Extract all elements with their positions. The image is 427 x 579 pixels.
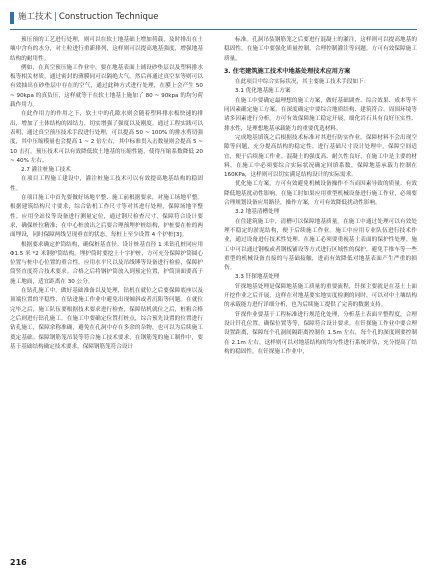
body-paragraph: 预压预的工艺进行处理，则可以在软土地基础上增加荷载，及时排出在土壤中含有的水分，对土粒进行重新排列，这样则可以提高地基强度，增强地基结构的耐用性。	[10, 37, 203, 62]
body-paragraph: 在此项目中综合实际状况，其主要施工技术手段如下：	[235, 79, 370, 86]
header-rule	[10, 29, 417, 30]
body-paragraph: 在此作用力的作用之下，软土中的孔隙水则会随着塑料排水板快速的排出，增加了土体结构的固结力，切实增强了强度以及刚度。通过工程实践可以表明，通过真空预压技术手段进行处理，可以提高 50 ~ 100% 的排水剪切强度，其中压缩模量也会提高 1 ~ 2 倍左右，其中标准贯入击数量则会提高 5 ~ 10 击打。预压技术可以有效降低软土地基的压缩性能，使得压缩系数降低 20 ~ 40% 左右。	[10, 111, 203, 164]
body-paragraph: 在项目施工中首先要做好场地平整、施工前根据要求，对施工场地平整。根据建筑结构尺寸要求，综合钻机工作尺寸等对其进行处理，保障场地平整性。应用全站仪等设备进行测量定位，通过钢尺检查尺寸，保障符合设计要求，确保桩位精准；在中心桩放出之后要合理预埋护桩结构，护桩要在桩的两面埋设，同时保障两线呈现垂直的状态，每桩上至少设置 4 个护桩[3]。	[10, 195, 203, 239]
body-paragraph: 标准。孔洞吊装钢筋笼之后要进行混凝土的灌注，这样则可以提高地基的稳固性。在施工中要强化质量控制，合理控制灌注等问题，方可有效保障施工质量。	[224, 37, 417, 62]
journal-section-title	[18, 11, 159, 23]
section-heading: 3.1 优化地基施工方案	[235, 88, 291, 95]
body-paragraph: 在钻孔施工中，做好基础准备以及处理，钻机在就位之后要保障底座以及顶端位置的平稳性，在钻进施工作业中避免出现倾斜或者沉陷等问题。在就位完毕之后，施工队伍要根据技术要求进行检查，保障钻机就位之后，桩粗合格之后则进行钻孔施工。在施工中要确定位置打桩点，综合预先设置的位置进行钻孔施工，保障余称准确，避免在孔洞中存在多余的杂物，也可以为后续施工奠定基础。保障钢筋笼吊装等符合施工技术要求，在钢筋笼的施工制作中，要基于基础结构确定技术要求，保障钢筋笼符合设计	[10, 288, 203, 350]
title-separator: |	[54, 12, 57, 22]
body-paragraph: 优化施工方案，方可有效避免机械设备操作不当而因素导致的质量。有效降低地基扰动性影响，在施工时如果应用重型机械设备进行施工作业，必须要合理规划设备应用路径，操作方案，方可有效降低扰动性影响。	[224, 181, 417, 207]
page-number: 216	[10, 558, 27, 567]
body-paragraph: 在施工中要确定最理想的施工方案，做好基础调查、综合效果、成本等不同因素确定施工方案。在深度确定中要综合地质结构、建筑符合、周围环境等诸多因素进行分析。方可有效保障施工稳定开展，细化岩石具有良好压实性、排水性，是理想地基承载能力的重要优选材料。	[224, 97, 417, 132]
section-heading: 3.3 钎探地基处理	[235, 274, 280, 281]
body-paragraph: 钎探作业要基于工程标准进行规范化处理，分析基土表面平整程度，合理设计钎孔位置，确保位置等等，保障符合设计要求。在钎探施工作业中要合理设置距离，保障每个孔洞间隔距离控制在 1.5m 左右，每个孔的深度则要控制在 2.1m 左右，这样则可以对地基结构的均匀性进行系统评估，充分提高了结构的稳固性。在钎探施工作业中，	[224, 311, 417, 355]
body-paragraph: 在项目工程施工建设中，灌注桩施工技术可以有效提高地基结构的稳固性。	[10, 176, 203, 192]
body-paragraph: 在住建筑施工中，清槽可以保障地基质量。在施工中通过处理可以有效处理不稳定的淤泥结构，便于后续施工作业。施工中应用专业队伍进行技术作业，通过设备进行技术性处理。在施工必须要重视基土表面的保护性处理。施工中可以通过钢板或者钢板铺设等方式进行区域性的保护，避免手推车等一些重型的机械设备直接的与基础接触，进而有效降低对地基表面产生严重的损伤。	[224, 218, 417, 272]
body-paragraph: 完成地基填筑之后根据技术标准对其进行防实作业，保障材料不会出现空隙等问题，充分提高结构的稳定性。进行基础尺寸设计处理中，保障空间适宜，便于后续施工作业。混凝土的强度高、耐久性良好，在施工中是主要的材料。在施工中必须要综合实际状况确定回填系数，保障地基承载力控制在 160KPa，这样则可以切实满足结构设计的实际需求。	[224, 134, 417, 179]
body-paragraph: 例如，在真空预压施工作业中，要在地基表面上铺设砂垫层以及塑料排水板等相关材质，通过密封的薄膜同可以隔绝大气。然后再通过真空泵等则可以有效抽出在砂垫层中存在的空气，通过此种方式进行处理，在膜上会产生 50 ~ 90kpa 的真负压，这样就等于在软土地基上施加了 80 ~ 90kpa 的均匀荷载作用力。	[10, 64, 203, 109]
page-header	[10, 10, 417, 32]
body-paragraph: 根据要求确定护筒结构，确保桩基直径。设计桩基直径 1 米钻孔桩同应用 Φ1.5 米 *2 米钢护筒结构。埋护筒时要挖上十字护桩，方可充分保障护筒圆心位置与桩中心位置的重合性。应用水平尺以及吊线锤等设备进行检验，保障护筒竖直度符合技术要求。合格之后将钢护筒放入到预定位置，护筒顶面要高于施工地面，适宜距离在 30 公分。	[10, 241, 203, 285]
header-accent-bar	[10, 12, 14, 24]
right-column	[224, 36, 417, 546]
section-heading: 3. 住宅建筑施工技术中地基处理技术应用方案	[224, 67, 351, 75]
left-column	[10, 36, 203, 546]
page-footer	[10, 551, 417, 567]
section-heading: 3.2 地基清槽处理	[235, 209, 280, 216]
section-title-en: Construction Technique	[58, 12, 159, 22]
body-paragraph: 钎探地基处理是保障地基施工质量的重要流程，钎探主要就是在基土上面开挖作业之后开展，这样在对地基要实地实度检测的同时，可以对中土壤结构的承载能力进行详细分析，也为后续施工提供了完善的数据支持。	[224, 283, 417, 309]
section-heading: 2.7 灌注桩施工技术	[21, 167, 71, 174]
section-title-cn: 施工技术	[18, 12, 53, 22]
